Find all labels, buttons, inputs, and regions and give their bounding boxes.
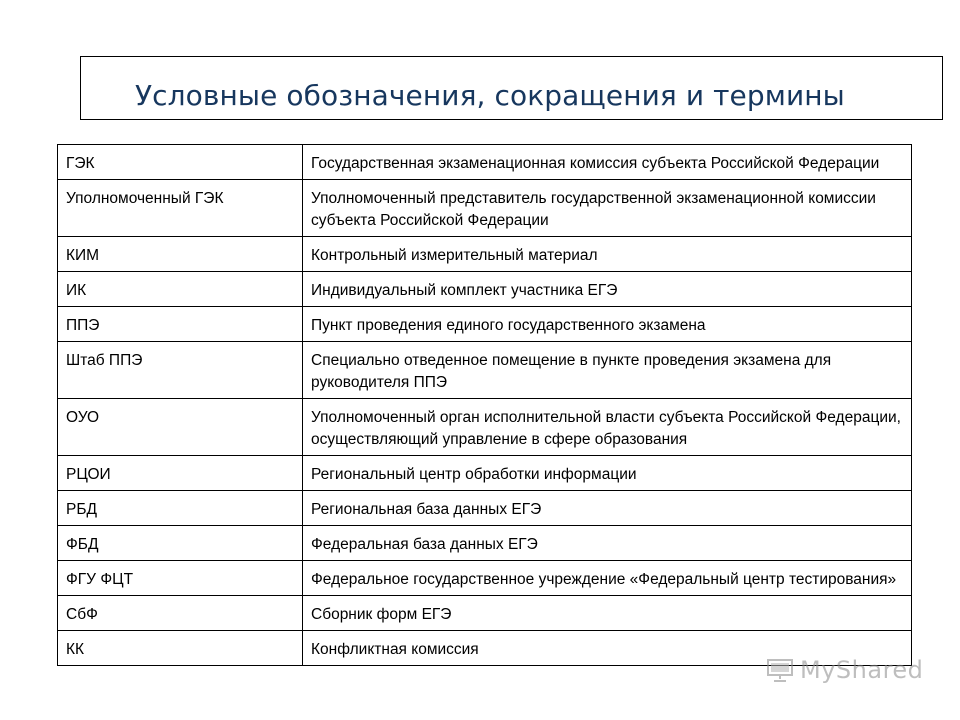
term-definition: Государственная экзаменационная комиссия субъекта Российской Федерации [303, 145, 912, 180]
term-definition: Специально отведенное помещение в пункте проведения экзамена для руководителя ППЭ [303, 342, 912, 399]
term-abbreviation: РЦОИ [58, 456, 303, 491]
term-definition: Контрольный измерительный материал [303, 237, 912, 272]
title-box [80, 56, 943, 120]
table-row [58, 145, 912, 180]
table-row [58, 307, 912, 342]
term-definition: Региональный центр обработки информации [303, 456, 912, 491]
term-abbreviation: СбФ [58, 596, 303, 631]
table-row [58, 456, 912, 491]
presentation-board-icon [766, 658, 794, 682]
term-definition: Уполномоченный орган исполнительной власти субъекта Российской Федерации, осуществляющий управление в сфере образования [303, 399, 912, 456]
watermark [766, 656, 923, 684]
term-definition: Федеральная база данных ЕГЭ [303, 526, 912, 561]
table-row [58, 561, 912, 596]
term-abbreviation: РБД [58, 491, 303, 526]
term-definition: Индивидуальный комплект участника ЕГЭ [303, 272, 912, 307]
watermark-text: MyShared [800, 656, 924, 684]
term-abbreviation: ИК [58, 272, 303, 307]
term-abbreviation: КК [58, 631, 303, 666]
term-definition: Конфликтная комиссия [303, 631, 912, 666]
term-abbreviation: ФГУ ФЦТ [58, 561, 303, 596]
table-row [58, 399, 912, 456]
slide-title: Условные обозначения, сокращения и термины [135, 79, 845, 112]
term-definition: Сборник форм ЕГЭ [303, 596, 912, 631]
table-row [58, 342, 912, 399]
table-row [58, 491, 912, 526]
term-abbreviation: Штаб ППЭ [58, 342, 303, 399]
table-row [58, 272, 912, 307]
table-row [58, 526, 912, 561]
term-abbreviation: Уполномоченный ГЭК [58, 180, 303, 237]
term-abbreviation: ФБД [58, 526, 303, 561]
table-row [58, 596, 912, 631]
term-abbreviation: ППЭ [58, 307, 303, 342]
table-row [58, 180, 912, 237]
term-definition: Региональная база данных ЕГЭ [303, 491, 912, 526]
term-definition: Уполномоченный представитель государственной экзаменационной комиссии субъекта Российской Федерации [303, 180, 912, 237]
term-abbreviation: ГЭК [58, 145, 303, 180]
term-abbreviation: ОУО [58, 399, 303, 456]
terms-table [57, 144, 912, 666]
term-abbreviation: КИМ [58, 237, 303, 272]
table-row [58, 237, 912, 272]
term-definition: Федеральное государственное учреждение «Федеральный центр тестирования» [303, 561, 912, 596]
term-definition: Пункт проведения единого государственного экзамена [303, 307, 912, 342]
